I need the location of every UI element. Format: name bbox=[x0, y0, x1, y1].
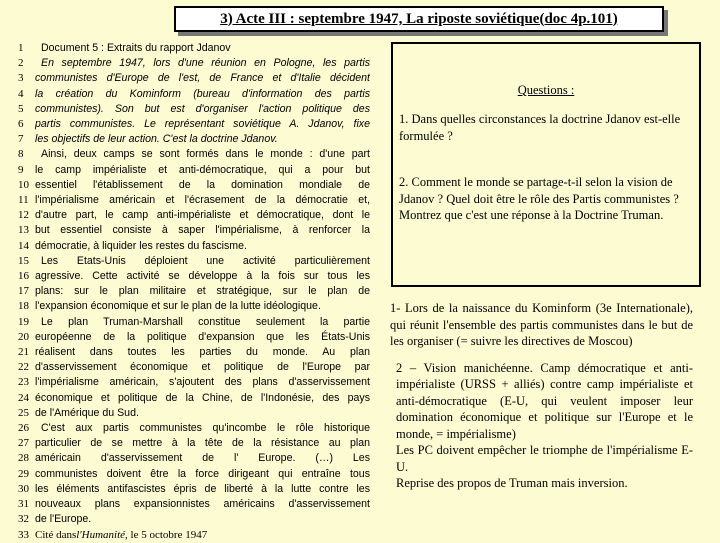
source-suffix: , le 5 octobre 1947 bbox=[125, 528, 208, 541]
document-line bbox=[18, 436, 370, 451]
document-line bbox=[18, 269, 370, 284]
line-text: l'impérialisme américain et l'écrasement de la démocratie et, bbox=[35, 194, 370, 207]
line-number: 21 bbox=[18, 346, 29, 359]
line-number: 10 bbox=[18, 178, 29, 191]
line-number: 31 bbox=[18, 498, 29, 511]
source-work: l'Humanité bbox=[76, 528, 126, 541]
line-number: 11 bbox=[18, 194, 29, 207]
line-number: 4 bbox=[18, 87, 24, 100]
answers-block bbox=[390, 300, 693, 492]
line-number: 25 bbox=[18, 406, 29, 419]
line-number: 14 bbox=[18, 239, 29, 252]
document-line bbox=[18, 482, 370, 497]
line-number: 13 bbox=[18, 224, 29, 237]
document-line bbox=[18, 56, 370, 71]
document-line bbox=[18, 208, 370, 223]
document-line bbox=[18, 147, 370, 162]
line-text: de l'Amérique du Sud. bbox=[35, 406, 139, 419]
line-number: 18 bbox=[18, 300, 29, 313]
answer-2-line: Les PC doivent empêcher le triomphe de l'impérialisme E-U. bbox=[396, 443, 693, 474]
line-text: l'impérialisme américain, s'ajoutent des plans d'asservissement bbox=[35, 376, 370, 389]
line-text: les objectifs de leur action. C'est la doctrine Jdanov. bbox=[35, 133, 278, 146]
line-text: économique et politique de la Chine, de l'Indonésie, des pays bbox=[35, 391, 370, 404]
document-line bbox=[18, 497, 370, 512]
line-text: communistes d'Europe de l'est, de France et d'Italie décident bbox=[35, 72, 370, 85]
line-number: 12 bbox=[18, 209, 29, 222]
questions-heading: Questions : bbox=[517, 83, 575, 97]
question-2: 2. Comment le monde se partage-t-il selon la vision de Jdanov ? Quel doit être le rôle des Partis communistes ? Montrez que c'est une réponse à la Doctrine Truman. bbox=[399, 175, 679, 222]
line-text: d'autre part, le camp anti-impérialiste et démocratique, dont le bbox=[35, 209, 370, 222]
line-number: 8 bbox=[18, 148, 24, 161]
line-text: l'expansion économique et sur le plan de la lutte idéologique. bbox=[35, 300, 321, 313]
line-text: d'asservissement économique et politique de l'Europe par bbox=[35, 361, 370, 374]
answer-2-line: 2 – Vision manichéenne. Camp démocratique et anti-impérialiste (URSS + alliés) contre camp impérialiste et anti-démocratique (E-U, qui veulent imposer leur domination économique et politique sur l'Europe et le monde, = impérialisme) bbox=[396, 360, 693, 441]
line-text: Le plan Truman-Marshall constitue seulement la partie bbox=[41, 315, 370, 328]
line-text: la création du Kominform (bureau d'information des partis bbox=[35, 87, 370, 100]
line-text: Ainsi, deux camps se sont formés dans le monde : d'une part bbox=[41, 148, 370, 161]
document-line bbox=[18, 375, 370, 390]
line-number: 22 bbox=[18, 361, 29, 374]
line-text: réalisent dans toutes les parties du monde. Au plan bbox=[35, 346, 370, 359]
line-text: C'est aux partis communistes qu'incombe le rôle historique bbox=[41, 422, 370, 435]
line-number: 5 bbox=[18, 102, 24, 115]
document-line bbox=[18, 391, 370, 406]
document-line bbox=[18, 132, 370, 147]
document-line bbox=[18, 87, 370, 102]
page-title: 3) Acte III : septembre 1947, La riposte soviétique(doc 4p.101) bbox=[174, 6, 664, 32]
source-line bbox=[18, 528, 370, 543]
line-text: En septembre 1947, lors d'une réunion en Pologne, les partis bbox=[41, 57, 370, 70]
line-text: essentiel l'établissement de la domination mondiale de bbox=[35, 178, 370, 191]
line-text: Les Etats-Unis déploient une activité particulièrement bbox=[41, 254, 370, 267]
line-text: particulier de se mettre à la tête de la résistance au plan bbox=[35, 437, 370, 450]
line-text: agressive. Cette activité se développe à la fois sur tous les bbox=[35, 270, 370, 283]
line-number: 7 bbox=[18, 133, 24, 146]
line-number: 20 bbox=[18, 330, 29, 343]
document-extract bbox=[18, 41, 370, 543]
document-line bbox=[18, 117, 370, 132]
line-number: 6 bbox=[18, 118, 24, 131]
document-line bbox=[18, 330, 370, 345]
questions-box bbox=[391, 42, 701, 287]
document-line bbox=[18, 406, 370, 421]
document-line bbox=[18, 451, 370, 466]
document-line bbox=[18, 71, 370, 86]
line-number: 29 bbox=[18, 467, 29, 480]
line-number: 24 bbox=[18, 391, 29, 404]
line-number: 3 bbox=[18, 72, 24, 85]
document-line bbox=[18, 284, 370, 299]
line-text: Document 5 : Extraits du rapport Jdanov bbox=[41, 42, 231, 54]
line-text: le camp impérialiste et anti-démocratique, qui a pour but bbox=[35, 163, 370, 176]
line-number: 33 bbox=[18, 528, 29, 541]
answer-2 bbox=[390, 360, 693, 492]
line-number: 1 bbox=[18, 42, 24, 54]
question-1: 1. Dans quelles circonstances la doctrine Jdanov est-elle formulée ? bbox=[399, 112, 681, 143]
line-number: 17 bbox=[18, 285, 29, 298]
answer-1: 1- Lors de la naissance du Kominform (3e Internationale), qui réunit l'ensemble des partis communistes dans le but de les organiser (= suivre les directives de Moscou) bbox=[390, 301, 693, 348]
document-line bbox=[18, 467, 370, 482]
line-number: 32 bbox=[18, 513, 29, 526]
document-line bbox=[18, 315, 370, 330]
document-line bbox=[18, 102, 370, 117]
line-number: 16 bbox=[18, 270, 29, 283]
answer-2-line: Reprise des propos de Truman mais inversion. bbox=[396, 476, 628, 490]
line-text: démocratie, à liquider les restes du fascisme. bbox=[35, 239, 247, 252]
document-line bbox=[18, 254, 370, 269]
line-number: 15 bbox=[18, 254, 29, 267]
line-number: 23 bbox=[18, 376, 29, 389]
line-number: 30 bbox=[18, 482, 29, 495]
line-text: américain d'asservissement de l' Europe. (…) Les bbox=[35, 452, 370, 465]
line-text: de l'Europe. bbox=[35, 513, 92, 526]
document-line bbox=[18, 345, 370, 360]
line-text: communistes doivent être la force dirigeant qui entraîne tous bbox=[35, 467, 370, 480]
document-line bbox=[18, 512, 370, 527]
document-line bbox=[18, 360, 370, 375]
document-line bbox=[18, 223, 370, 238]
source-prefix: Cité dans bbox=[35, 528, 77, 541]
document-line bbox=[18, 193, 370, 208]
line-text: plans: sur le plan militaire et stratégique, sur le plan de bbox=[35, 285, 370, 298]
line-number: 19 bbox=[18, 315, 29, 328]
document-line bbox=[18, 299, 370, 314]
line-text: partis communistes. Le représentant soviétique A. Jdanov, fixe bbox=[35, 118, 370, 131]
document-line bbox=[18, 41, 370, 56]
line-text: européenne de la politique d'expansion que les États-Unis bbox=[35, 330, 370, 343]
line-number: 28 bbox=[18, 452, 29, 465]
document-line bbox=[18, 163, 370, 178]
line-number: 26 bbox=[18, 422, 29, 435]
document-line bbox=[18, 178, 370, 193]
line-number: 27 bbox=[18, 437, 29, 450]
line-text: nouveaux plans expansionnistes américains d'asservissement bbox=[35, 498, 370, 511]
line-text: les éléments antifascistes épris de liberté à la lutte contre les bbox=[35, 482, 370, 495]
document-line bbox=[18, 421, 370, 436]
line-number: 2 bbox=[18, 57, 24, 70]
document-line bbox=[18, 239, 370, 254]
line-text: communistes). Son but est d'organiser l'action politique des bbox=[35, 102, 370, 115]
line-text: but essentiel consiste à saper l'impérialisme, à renforcer la bbox=[35, 224, 370, 237]
line-number: 9 bbox=[18, 163, 24, 176]
